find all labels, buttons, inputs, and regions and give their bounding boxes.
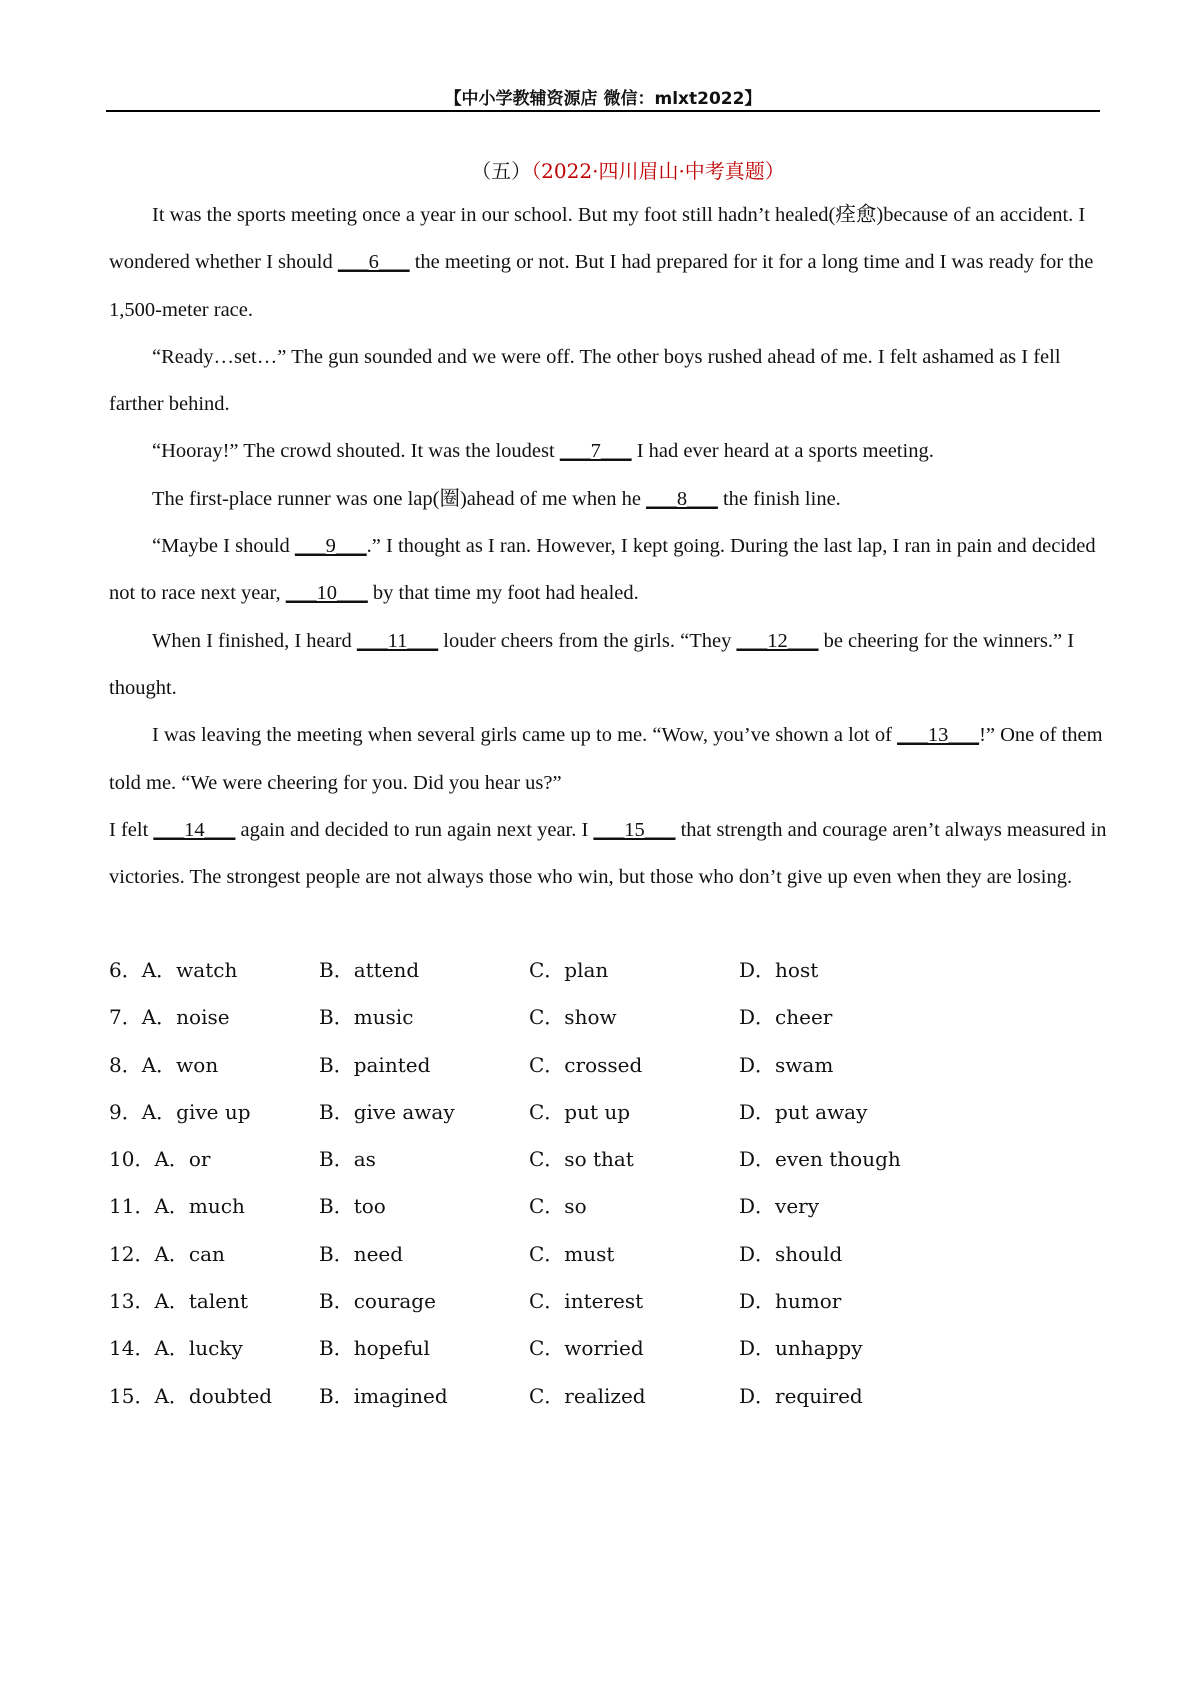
option-a: 9．A．give up — [109, 1099, 251, 1124]
paragraph — [109, 618, 1109, 713]
option-b: B．music — [319, 1005, 414, 1030]
section-title — [106, 155, 1150, 184]
answer-options — [109, 947, 1009, 1420]
option-a: 12．A．can — [109, 1241, 225, 1266]
option-d: D．should — [739, 1241, 843, 1266]
blank-9: ___9___ — [294, 535, 367, 558]
option-b: B．painted — [319, 1052, 431, 1077]
option-b: B．imagined — [319, 1383, 448, 1408]
option-d: D．unhappy — [739, 1336, 863, 1361]
passage-text: When I finished, I heard — [152, 629, 357, 652]
option-b: B．courage — [319, 1289, 436, 1314]
passage-text: the meeting or not. But I had prepared for it for a long time and I was ready for the 1,500-meter race. — [109, 251, 1094, 321]
page-header: 【中小学教辅资源店 微信：mlxt2022】 — [444, 89, 762, 109]
passage-text: by that time my foot had healed. — [367, 582, 639, 605]
option-b: B．give away — [319, 1099, 455, 1124]
exam-source: （2022·四川眉山·中考真题） — [531, 159, 785, 183]
passage — [109, 192, 1109, 901]
question-options-11 — [109, 1183, 1009, 1230]
option-c: C．plan — [529, 958, 609, 982]
option-a: 7．A．noise — [109, 1005, 230, 1030]
passage-text: “Hooray!” The crowd shouted. It was the loudest — [152, 440, 560, 463]
paragraph — [109, 712, 1109, 807]
passage-text: that strength and courage aren’t always measured in victories. The strongest people are not always those who win, but those who don’t give up even when they are losing. — [109, 818, 1107, 889]
option-c: C．show — [529, 1005, 617, 1030]
passage-text: the finish line. — [717, 487, 841, 510]
question-options-6 — [109, 947, 1009, 994]
option-d: D．even though — [739, 1147, 901, 1172]
option-a: 11．A．much — [109, 1194, 245, 1219]
blank-14: ___14___ — [153, 818, 236, 841]
option-c: C．worried — [529, 1336, 644, 1361]
option-d: D．humor — [739, 1289, 842, 1314]
option-c: C．so that — [529, 1147, 634, 1172]
section-number: （五） — [471, 159, 532, 183]
option-a: 6．A．watch — [109, 958, 238, 982]
passage-text: again and decided to run again next year. I — [235, 818, 594, 841]
question-options-8 — [109, 1042, 1009, 1089]
option-c: C．put up — [529, 1099, 631, 1124]
option-a: 15．A．doubted — [109, 1383, 273, 1408]
option-a: 8．A．won — [109, 1052, 219, 1077]
passage-text: I had ever heard at a sports meeting. — [631, 440, 934, 463]
question-options-10 — [109, 1136, 1009, 1183]
blank-10: ___10___ — [285, 582, 368, 605]
blank-7: ___7___ — [559, 440, 632, 463]
option-c: C．interest — [529, 1289, 644, 1314]
option-d: D．cheer — [739, 1005, 833, 1030]
passage-text: louder cheers from the girls. “They — [438, 629, 737, 652]
passage-text: I was leaving the meeting when several girls came up to me. “Wow, you’ve shown a lot of — [152, 724, 898, 747]
blank-8: ___8___ — [646, 487, 718, 510]
option-b: B．hopeful — [319, 1336, 430, 1361]
paragraph — [109, 807, 1109, 902]
blank-12: ___12___ — [736, 629, 819, 652]
option-c: C．crossed — [529, 1052, 643, 1077]
option-d: D．host — [739, 958, 819, 982]
option-a: 14．A．lucky — [109, 1336, 243, 1361]
option-d: D．very — [739, 1194, 820, 1219]
passage-text: .” I thought as I ran. However, I kept going. During the last lap, I ran in pain and decided not to race next year, — [109, 535, 1096, 605]
passage-text: The first-place runner was one lap(圈)ahead of me when he — [152, 487, 647, 510]
option-c: C．must — [529, 1241, 615, 1266]
blank-6: ___6___ — [337, 251, 410, 274]
option-b: B．need — [319, 1241, 404, 1266]
passage-text: It was the sports meeting once a year in our school. But my foot still hadn’t healed(痊愈)because of an accident. I wondered whether I should — [109, 204, 1086, 274]
question-options-9 — [109, 1089, 1009, 1136]
passage-text: be cheering for the winners.” I thought. — [109, 629, 1075, 699]
option-b: B．as — [319, 1147, 376, 1172]
question-options-12 — [109, 1231, 1009, 1278]
option-a: 13．A．talent — [109, 1289, 249, 1314]
option-b: B．too — [319, 1194, 386, 1219]
header-divider — [106, 110, 1100, 112]
passage-text: !” One of them told me. “We were cheering for you. Did you hear us?” — [109, 724, 1103, 794]
option-c: C．so — [529, 1194, 587, 1219]
blank-15: ___15___ — [593, 818, 676, 841]
paragraph — [109, 428, 1109, 475]
paragraph — [109, 476, 1109, 523]
paragraph — [109, 523, 1109, 618]
question-options-13 — [109, 1278, 1009, 1325]
option-a: 10．A．or — [109, 1147, 211, 1172]
passage-text: “Maybe I should — [152, 535, 295, 558]
question-options-7 — [109, 994, 1009, 1041]
option-d: D．put away — [739, 1099, 868, 1124]
question-options-14 — [109, 1325, 1009, 1372]
blank-13: ___13___ — [897, 724, 980, 747]
paragraph: “Ready…set…” The gun sounded and we were off. The other boys rushed ahead of me. I felt ashamed as I fell farther behind. — [109, 345, 1061, 416]
option-d: D．swam — [739, 1052, 834, 1077]
paragraph — [109, 192, 1109, 334]
blank-11: ___11___ — [356, 629, 439, 652]
option-c: C．realized — [529, 1383, 646, 1408]
option-b: B．attend — [319, 958, 420, 982]
passage-text: I felt — [109, 818, 154, 841]
option-d: D．required — [739, 1383, 863, 1408]
question-options-15 — [109, 1373, 1009, 1420]
